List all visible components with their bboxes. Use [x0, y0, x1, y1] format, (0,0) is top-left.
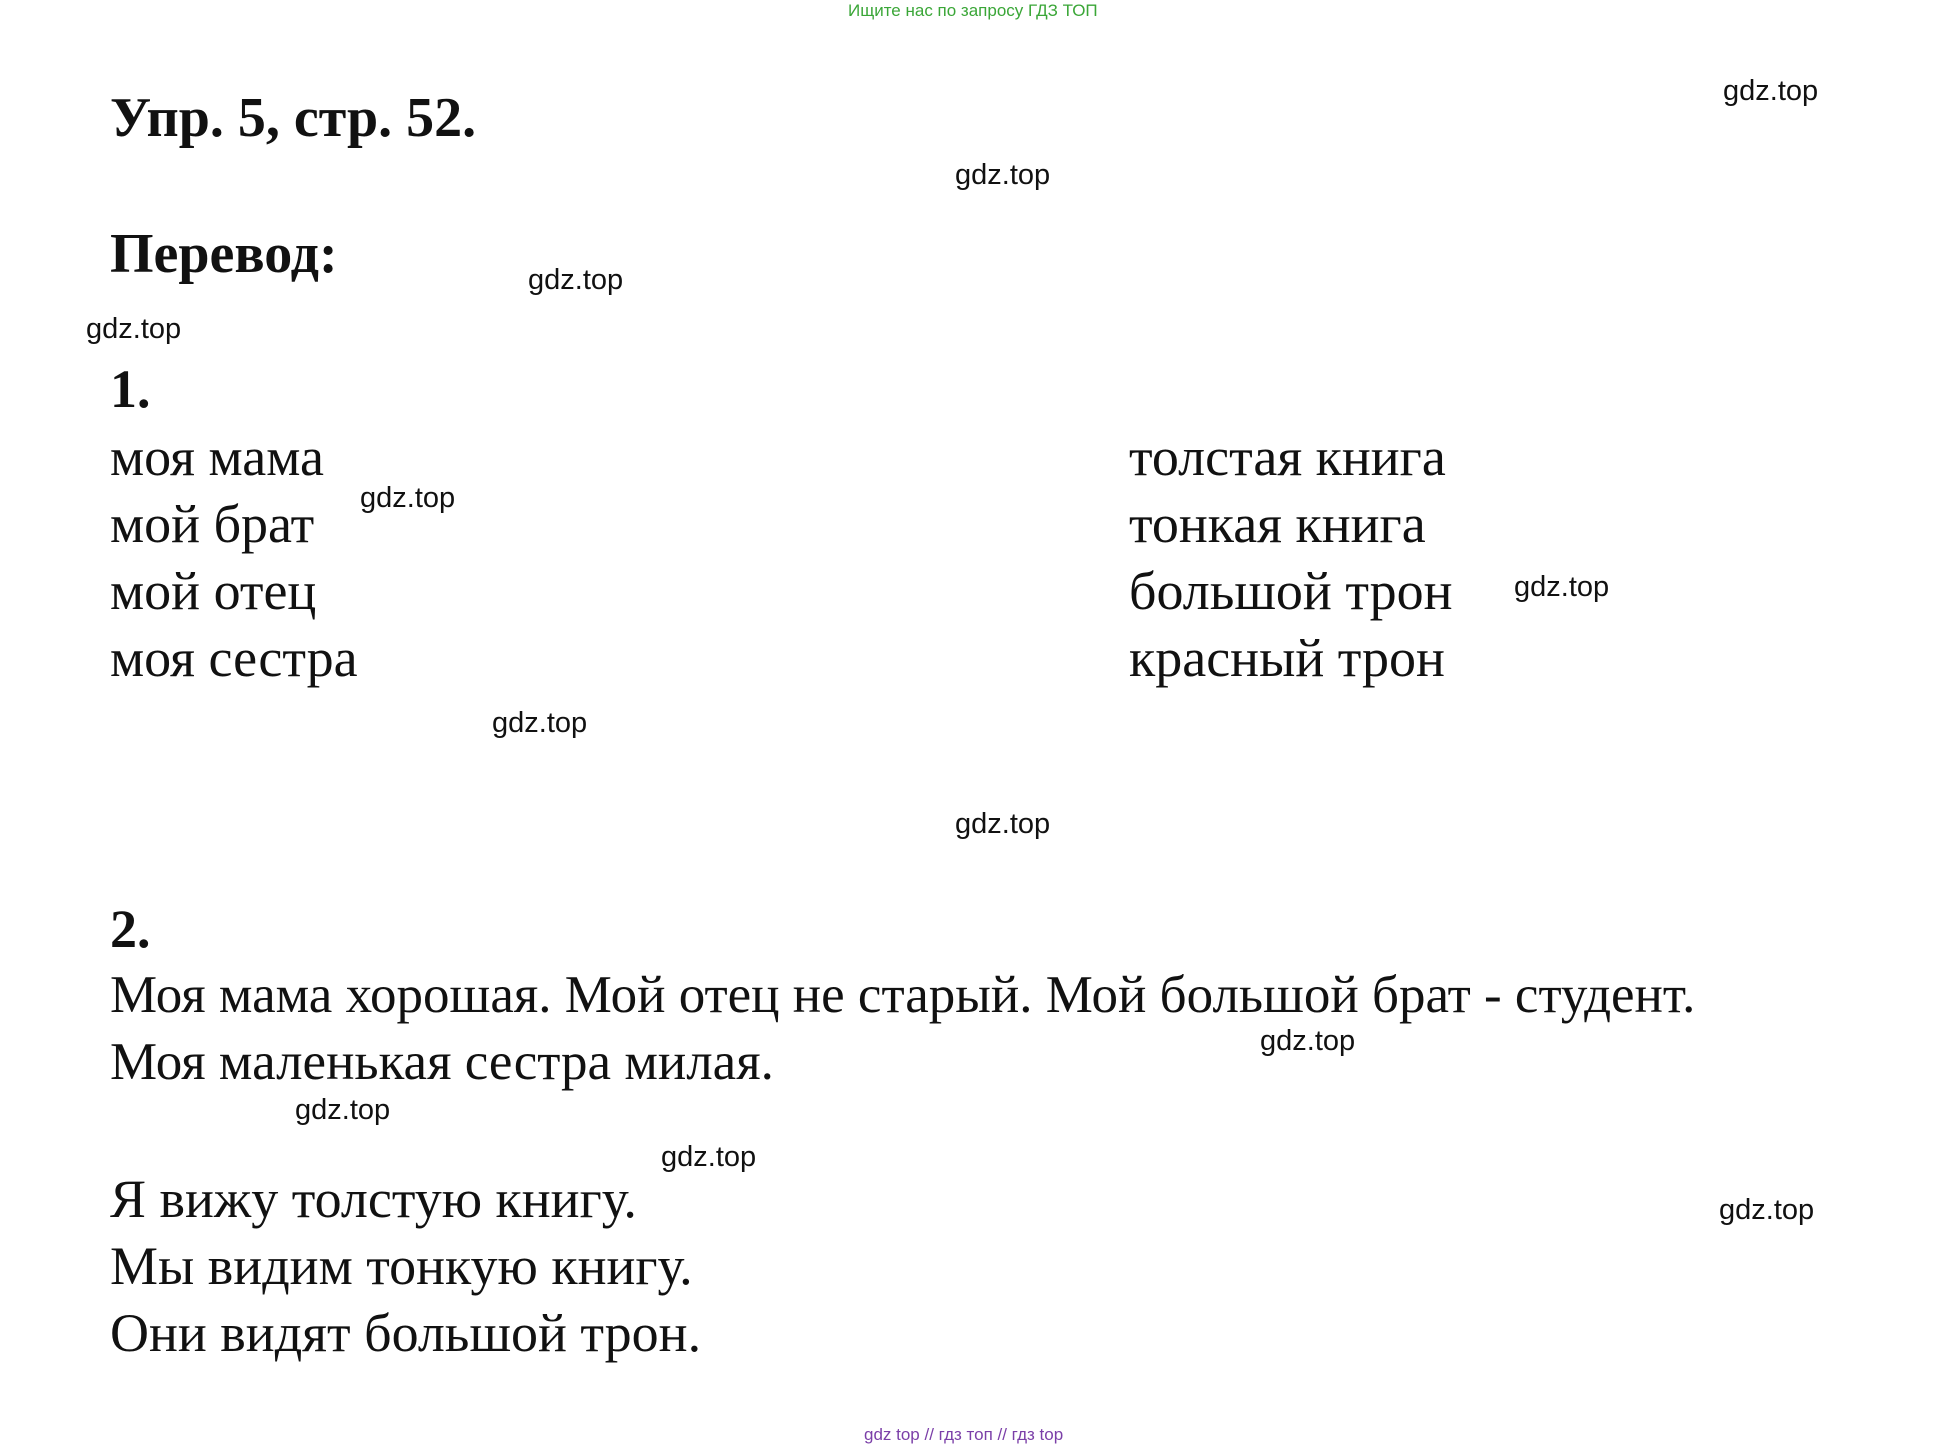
section-number-2: 2.: [110, 899, 151, 959]
watermark: gdz.top: [295, 1094, 391, 1126]
paragraph-line-1: Моя мама хорошая. Мой отец не старый. Мой большой брат - студент.: [110, 966, 1696, 1024]
search-banner: Ищите нас по запросу ГДЗ ТОП: [848, 1, 1098, 20]
phrase-right-4: красный трон: [1129, 628, 1445, 688]
paragraph-line-2: Моя маленькая сестра милая.: [110, 1033, 774, 1091]
watermark: gdz.top: [955, 159, 1051, 191]
phrase-right-3: большой трон: [1129, 561, 1453, 621]
watermark: gdz.top: [1723, 75, 1819, 107]
phrase-left-2: мой брат: [110, 494, 315, 554]
sentence-3: Они видят большой трон.: [110, 1303, 702, 1363]
watermark: gdz.top: [360, 482, 456, 514]
sentence-1: Я вижу толстую книгу.: [110, 1169, 637, 1229]
phrase-left-4: моя сестра: [110, 628, 358, 688]
footer-links: gdz top // гдз топ // гдз top: [864, 1425, 1064, 1444]
watermark: gdz.top: [661, 1141, 757, 1173]
watermark: gdz.top: [1514, 571, 1610, 603]
phrase-left-3: мой отец: [110, 561, 317, 621]
watermark: gdz.top: [492, 707, 588, 739]
translation-heading: Перевод:: [110, 223, 338, 285]
exercise-title: Упр. 5, стр. 52.: [110, 87, 477, 149]
watermark: gdz.top: [1719, 1194, 1815, 1226]
phrase-left-1: моя мама: [110, 427, 325, 487]
phrase-right-1: толстая книга: [1129, 427, 1446, 487]
watermark: gdz.top: [955, 808, 1051, 840]
sentence-2: Мы видим тонкую книгу.: [110, 1236, 693, 1296]
watermark: gdz.top: [528, 264, 624, 296]
watermark: gdz.top: [1260, 1025, 1356, 1057]
watermark: gdz.top: [86, 313, 182, 345]
section-number-1: 1.: [110, 359, 151, 419]
phrase-right-2: тонкая книга: [1129, 494, 1426, 554]
